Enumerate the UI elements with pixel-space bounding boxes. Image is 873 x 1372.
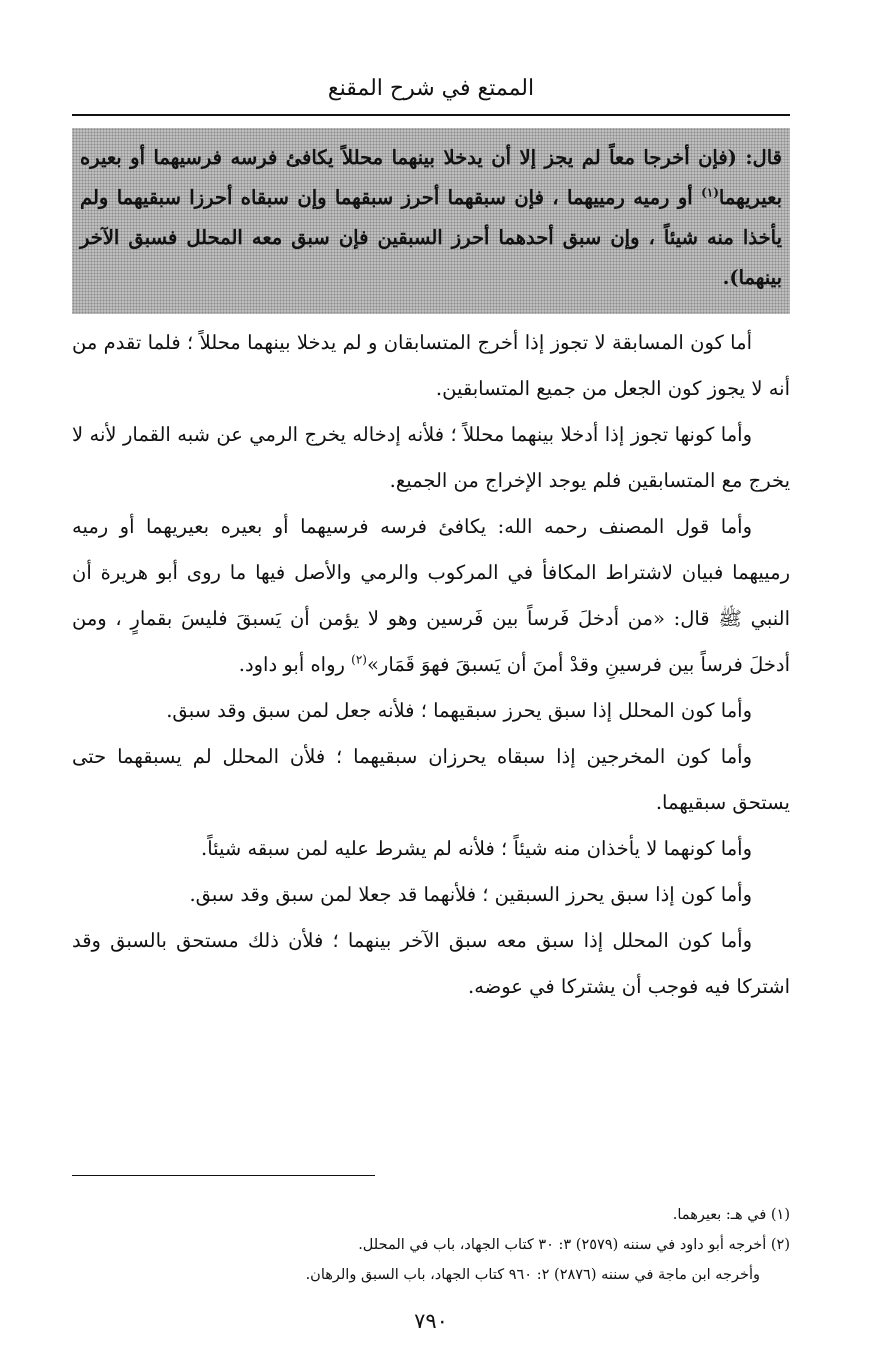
footnotes (72, 1200, 790, 1290)
commentary-body (72, 320, 790, 1010)
footnote-1: (١) في هـ: بعيرهما. (672, 1207, 790, 1223)
hadith-text: وأما قول المصنف رحمه الله: يكافئ فرسه فرسيهما أو بعيره بعيريهما أو رميه رمييهما فبيان لاشتراط المكافأ في المركوب والرمي والأصل فيها ما روى أبو هريرة أن النبي ﷺ قال: «من أدخلَ فَرساً بين فَرسين وهو لا يؤمن أن يَسبقَ فليسَ بقمارٍ ، ومن أدخلَ فرساً بين فرسينِ وقدْ أمنَ أن يَسبقَ فهوَ قَمَار» (72, 515, 790, 676)
footnote-ref-2: (٢) (351, 652, 367, 667)
commentary-paragraph: وأما كون المخرجين إذا سبقاه يحرزان سبقيهما ؛ فلأن المحلل لم يسبقهما حتى يستحق سبقيهما. (72, 745, 790, 814)
footnote-separator (72, 1175, 375, 1176)
commentary-paragraph: وأما كون إذا سبق يحرز السبقين ؛ فلأنهما قد جعلا لمن سبق وقد سبق. (189, 883, 752, 906)
footnote-2-continued: وأخرجه ابن ماجة في سننه (٢٨٧٦) ٢: ٩٦٠ كتاب الجهاد، باب السبق والرهان. (305, 1267, 760, 1283)
commentary-paragraph: وأما كونهما لا يأخذان منه شيئاً ؛ فلأنه لم يشرط عليه لمن سبقه شيئاً. (201, 837, 752, 860)
commentary-paragraph: أما كون المسابقة لا تجوز إذا أخرج المتسابقان و لم يدخلا بينهما محللاً ؛ فلما تقدم من أنه لا يجوز كون الجعل من جميع المتسابقين. (72, 331, 790, 400)
commentary-paragraph: وأما كونها تجوز إذا أدخلا بينهما محللاً ؛ فلأنه إدخاله يخرج الرمي عن شبه القمار لأنه لا يخرج مع المتسابقين فلم يوجد الإخراج من الجميع. (72, 423, 790, 492)
commentary-paragraph: وأما كون المحلل إذا سبق يحرز سبقيهما ؛ فلأنه جعل لمن سبق وقد سبق. (166, 699, 752, 722)
running-title: الممتع في شرح المقنع (327, 76, 535, 101)
commentary-paragraph-hadith (72, 504, 790, 688)
book-page (72, 0, 790, 1372)
header-rule (72, 114, 790, 116)
matn-text-continued: أو رميه رمييهما ، فإن سبقهما أحرز سبقهما وإن سبقاه أحرزا سبقيهما ولم يأخذا منه شيئاً ، وإن سبق أحدهما أحرز السبقين فإن سبق معه المحلل فسبق الآخر بينهما). (80, 186, 782, 289)
page-number: ٧٩٠ (414, 1309, 448, 1333)
matn-quotation-box (72, 128, 790, 314)
matn-text: قال: (فإن أخرجا معاً لم يجز إلا أن يدخلا بينهما محللاً يكافئ فرسه فرسيهما أو بعيره بعيريهما (80, 146, 782, 209)
hadith-source: رواه أبو داود. (238, 653, 352, 676)
footnote-2: (٢) أخرجه أبو داود في سننه (٢٥٧٩) ٣: ٣٠ كتاب الجهاد، باب في المحلل. (358, 1237, 790, 1253)
footnote-ref-1: (١) (701, 185, 719, 200)
commentary-paragraph: وأما كون المحلل إذا سبق معه سبق الآخر بينهما ؛ فلأن ذلك مستحق بالسبق وقد اشتركا فيه فوجب أن يشتركا في عوضه. (72, 929, 790, 998)
